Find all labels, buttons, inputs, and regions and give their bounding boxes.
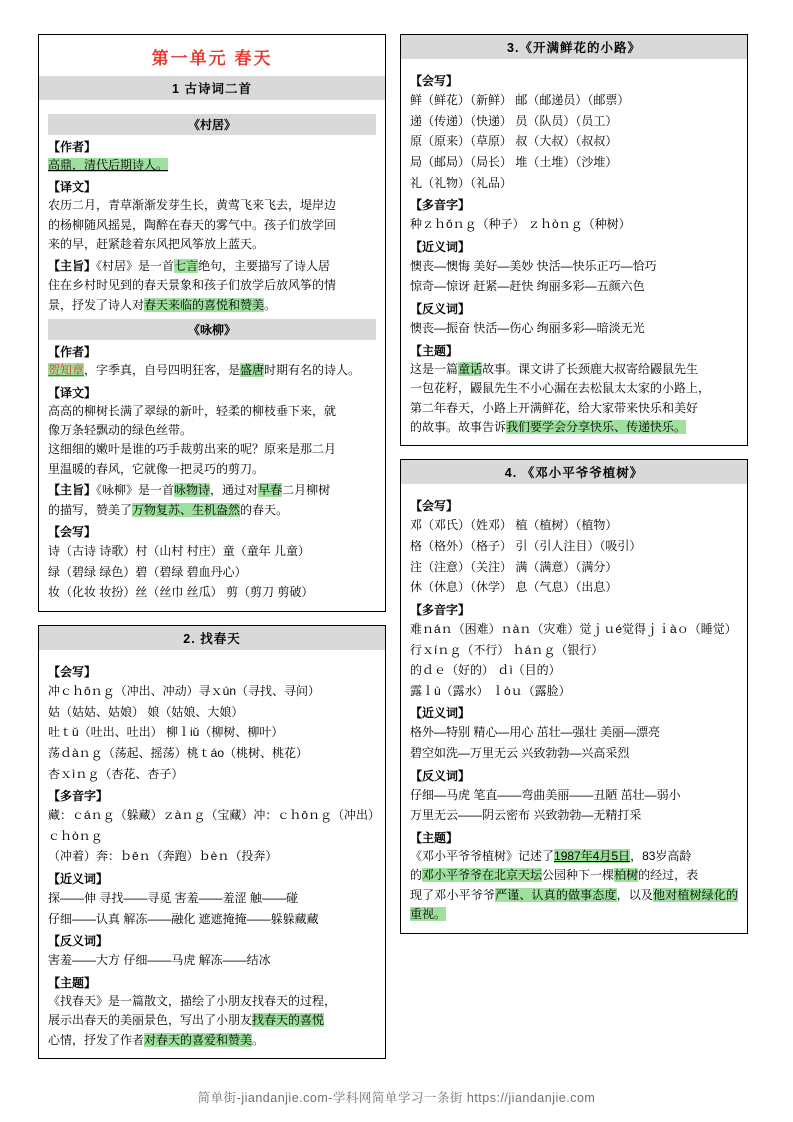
yongliu-translation-line-2: 像万条轻飘动的绿色丝带。 bbox=[48, 422, 193, 437]
l2-syn-label: 【近义词】 bbox=[48, 872, 109, 886]
cunju-author-label: 【作者】 bbox=[48, 140, 97, 154]
l3-theme-label: 【主题】 bbox=[410, 343, 459, 358]
yongliu-author-text: 贺知章，字季真，自号四明狂客，是盛唐时期有名的诗人。 bbox=[48, 363, 361, 378]
lesson-4-body bbox=[401, 488, 747, 932]
l2-write-row-3: 吐ｔǔ（吐出、吐出） 柳ｌiǔ（柳树、柳叶） bbox=[48, 725, 284, 740]
cunju-theme-line-1: 【主旨】《村居》是一首七言绝句，主要描写了诗人居 bbox=[48, 258, 331, 273]
card-lesson-4 bbox=[400, 459, 748, 933]
l3-syn-label: 【近义词】 bbox=[410, 239, 471, 254]
l4-poly-row-3: 的ｄｅ（好的） ｄì（目的） bbox=[410, 663, 561, 678]
yongliu-theme-line-2: 的描写，赞美了万物复苏、生机盎然的春天。 bbox=[48, 502, 289, 517]
yongliu-write-row-1: 诗（古诗 诗歌）村（山村 村庄）童（童年 儿童） bbox=[48, 544, 311, 559]
l4-poly-label: 【多音字】 bbox=[410, 602, 471, 617]
l2-theme-line-2: 展示出春天的美丽景色，写出了小朋友找春天的喜悦 bbox=[48, 1013, 325, 1028]
card-lesson-3 bbox=[400, 34, 748, 446]
unit-title: 第一单元 春天 bbox=[151, 49, 273, 68]
l3-write-row-2: 递（传递）（快递） 员（队员）（员工） bbox=[410, 113, 618, 128]
l2-syn-row-2: 仔细——认真 解冻——融化 遮遮掩掩——躲躲藏藏 bbox=[48, 911, 319, 926]
l2-poly-row-1: 藏：ｃáｎｇ（躲藏）ｚàｎｇ（宝藏）冲：ｃｈōｎｇ（冲出）ｃｈòｎｇ bbox=[48, 808, 375, 843]
yongliu-translation-line-1: 高高的柳树长满了翠绿的新叶，轻柔的柳枝垂下来，就 bbox=[48, 403, 337, 418]
lesson-1-body bbox=[39, 104, 385, 611]
l3-ant-label: 【反义词】 bbox=[410, 302, 471, 316]
l3-theme-line-1: 这是一篇童话故事。课文讲了长颈鹿大叔寄给鼹鼠先生 bbox=[410, 361, 699, 376]
lesson-1-title: 1 古诗词二首 bbox=[39, 76, 385, 100]
cunju-translation-line-1: 农历二月，青草渐渐发芽生长，黄莺飞来飞去，堤岸边 bbox=[48, 198, 337, 213]
l3-write-label: 【会写】 bbox=[410, 74, 459, 88]
l4-poly-row-4: 露ｌù（露水） ｌòｕ（露脸） bbox=[410, 683, 571, 698]
l2-syn-row-1: 探——伸 寻找——寻觅 害羞——羞涩 触——碰 bbox=[48, 891, 299, 905]
l2-poly-label: 【多音字】 bbox=[48, 789, 109, 804]
l4-write-row-1: 邓（邓氏）（姓邓） 植（植树）（植物） bbox=[410, 518, 618, 533]
l2-write-row-5: 杏ｘìｎｇ（杏花、杏子） bbox=[48, 766, 184, 781]
lesson-4-title: 4. 《邓小平爷爷植树》 bbox=[401, 460, 747, 484]
l3-syn-row-2: 惊奇—惊讶 赶紧—赶快 绚丽多彩—五颜六色 bbox=[410, 279, 645, 294]
l3-ant-row-1: 懊丧—振奋 快活—伤心 绚丽多彩—暗淡无光 bbox=[410, 321, 645, 335]
cunju-translation-line-2: 的杨柳随风摇晃，陶醉在春天的雾气中。孩子们放学回 bbox=[48, 217, 337, 232]
cunju-theme-line-3: 景，抒发了诗人对春天来临的喜悦和赞美。 bbox=[48, 297, 277, 312]
l2-ant-label: 【反义词】 bbox=[48, 934, 109, 949]
yongliu-translation-line-3: 这细细的嫩叶是谁的巧手裁剪出来的呢？原来是那二月 bbox=[48, 442, 337, 457]
l3-theme-line-4: 的故事。故事告诉我们要学会分享快乐、传递快乐。 bbox=[410, 419, 687, 434]
l4-poly-row-1: 难ｎáｎ（困难）ｎàｎ（灾难）觉ｊｕé觉得ｊｉàｏ（睡觉） bbox=[410, 621, 737, 636]
l2-theme-line-3: 心情，抒发了作者对春天的喜爱和赞美。 bbox=[48, 1032, 265, 1047]
lesson-2-title: 2. 找春天 bbox=[39, 626, 385, 650]
l4-syn-row-1: 格外—特别 精心—用心 茁壮—强壮 美丽—漂亮 bbox=[410, 725, 661, 740]
l3-poly-label: 【多音字】 bbox=[410, 198, 471, 213]
l3-theme-line-3: 第二年春天，小路上开满鲜花，给大家带来快乐和美好 bbox=[410, 400, 699, 415]
l3-theme-line-2: 一包花籽，鼹鼠先生不小心漏在去松鼠太太家的小路上， bbox=[410, 381, 711, 396]
l3-write-row-3: 原（原来）（草原） 叔（大叔）（叔叔） bbox=[410, 134, 618, 149]
l4-write-row-4: 休（休息）（休学） 息（气息）（出息） bbox=[410, 580, 618, 595]
cunju-translation-label: 【译文】 bbox=[48, 180, 97, 195]
l3-write-row-5: 礼（礼物）（礼品） bbox=[410, 175, 513, 190]
l4-theme-label: 【主题】 bbox=[410, 830, 459, 845]
cunju-author-text: 高鼎，清代后期诗人。 bbox=[48, 158, 169, 172]
l3-write-row-1: 鲜（鲜花）（新鲜） 邮（邮递员）（邮票） bbox=[410, 93, 630, 107]
l2-write-row-1: 冲ｃｈōｎｇ（冲出、冲动）寻ｘún（寻找、寻问） bbox=[48, 684, 321, 698]
l4-poly-row-2: 行ｘíｎｇ（不行） ｈáｎｇ（银行） bbox=[410, 642, 604, 657]
yongliu-translation-label: 【译文】 bbox=[48, 385, 97, 400]
l2-write-row-4: 荡ｄàｎｇ（荡起、摇荡）桃ｔáo（桃树、桃花） bbox=[48, 745, 309, 760]
l4-write-row-2: 格（格外）（格子） 引（引人注目）（吸引） bbox=[410, 539, 642, 553]
l4-write-row-3: 注（注意）（关注） 满（满意）（满分） bbox=[410, 559, 618, 574]
l2-write-label: 【会写】 bbox=[48, 665, 97, 679]
l4-ant-row-1: 仔细—马虎 笔直——弯曲美丽——丑陋 茁壮—弱小 bbox=[410, 787, 681, 802]
l2-poly-row-2: （冲着）奔：ｂēｎ（奔跑）ｂèｎ（投奔） bbox=[48, 849, 278, 864]
two-column-layout bbox=[38, 34, 755, 1052]
lesson-2-body bbox=[39, 654, 385, 1058]
l4-theme-line-1: 《邓小平爷爷植树》记述了1987年4月5日，83岁高龄 bbox=[410, 848, 692, 863]
left-column bbox=[38, 34, 386, 1052]
l4-ant-row-2: 万里无云——阴云密布 兴致勃勃—无精打采 bbox=[410, 808, 642, 823]
card-lesson-1 bbox=[38, 34, 386, 612]
yongliu-translation-line-4: 里温暖的春风，它就像一把灵巧的剪刀。 bbox=[48, 461, 265, 476]
l4-write-label: 【会写】 bbox=[410, 499, 459, 514]
l4-theme-line-3: 现了邓小平爷爷严谨、认真的做事态度，以及他对植树绿化的重视。 bbox=[410, 887, 738, 922]
l2-theme-line-1: 《找春天》是一篇散文，描绘了小朋友找春天的过程， bbox=[48, 993, 337, 1008]
l3-write-row-4: 局（邮局）（局长） 堆（土堆）（沙堆） bbox=[410, 154, 618, 169]
yongliu-author-label: 【作者】 bbox=[48, 345, 97, 360]
l4-ant-label: 【反义词】 bbox=[410, 768, 471, 783]
yongliu-write-row-2: 绿（碧绿 绿色）碧（碧绿 碧血丹心） bbox=[48, 564, 247, 579]
card-lesson-2 bbox=[38, 625, 386, 1059]
l2-theme-label: 【主题】 bbox=[48, 975, 97, 990]
footer-watermark: 简单街-jiandanjie.com-学科网简单学习一条街 https://jiandanjie.com bbox=[197, 1091, 596, 1105]
l4-theme-line-2: 的邓小平爷爷在北京天坛公园种下一棵柏树的经过，表 bbox=[410, 868, 699, 883]
l3-poly-row-1: 种ｚｈǒｎｇ（种子） ｚｈòｎｇ（种树） bbox=[410, 217, 631, 232]
lesson-3-body bbox=[401, 63, 747, 445]
yongliu-write-label: 【会写】 bbox=[48, 525, 97, 540]
cunju-theme-line-2: 住在乡村时见到的春天景象和孩子们放学后放风筝的情 bbox=[48, 278, 337, 293]
right-column-spacer bbox=[400, 947, 748, 1052]
yongliu-write-row-3: 妆（化妆 妆扮）丝（丝巾 丝瓜） 剪（剪刀 剪破） bbox=[48, 585, 314, 600]
yongliu-theme-line-1: 【主旨】《咏柳》是一首咏物诗，通过对早春二月柳树 bbox=[48, 483, 331, 498]
l3-syn-row-1: 懊丧—懊悔 美好—美妙 快活—快乐正巧—恰巧 bbox=[410, 258, 657, 273]
l2-ant-row-1: 害羞——大方 仔细——马虎 解冻——结冰 bbox=[48, 953, 271, 968]
l4-syn-row-2: 碧空如洗—万里无云 兴致勃勃—兴高采烈 bbox=[410, 746, 630, 760]
poem-yongliu-title: 《咏柳》 bbox=[48, 319, 376, 340]
cunju-translation-line-3: 来的早，赶紧趁着东风把风筝放上蓝天。 bbox=[48, 237, 265, 252]
poem-cunju-title: 《村居》 bbox=[48, 114, 376, 135]
l2-write-row-2: 姑（姑姑、姑娘） 娘（姑娘、大娘） bbox=[48, 704, 244, 719]
right-column bbox=[400, 34, 748, 1052]
l4-syn-label: 【近义词】 bbox=[410, 706, 471, 721]
lesson-3-title: 3.《开满鲜花的小路》 bbox=[401, 35, 747, 59]
